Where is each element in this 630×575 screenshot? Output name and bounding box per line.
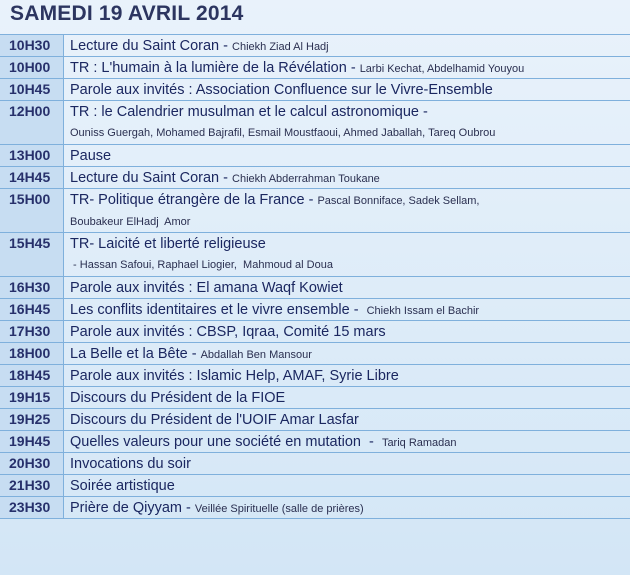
time-cell: 19H15 [0, 387, 64, 408]
separator: - [304, 192, 318, 208]
time-cell: 13H00 [0, 145, 64, 166]
time-cell: 19H25 [0, 409, 64, 430]
schedule-row [0, 35, 630, 57]
separator: - [187, 346, 201, 362]
schedule-row [0, 299, 630, 321]
event-cell [64, 431, 457, 452]
event-cell [64, 453, 191, 473]
separator: - [418, 104, 428, 120]
time-cell: 21H30 [0, 475, 64, 496]
event-cell [64, 497, 364, 518]
event-speakers: Chiekh Issam el Bachir [366, 305, 480, 317]
event-cell [64, 35, 329, 56]
event-cell [64, 145, 111, 165]
time-cell: 23H30 [0, 497, 64, 518]
event-speakers-line2: - Hassan Safoui, Raphael Liogier, Mahmoud al Doua [70, 259, 333, 271]
event-cell [64, 365, 399, 385]
event-title: Lecture du Saint Coran [70, 38, 220, 54]
event-speakers: Larbi Kechat, Abdelhamid Youyou [359, 63, 525, 75]
event-speakers: Tariq Ramadan [381, 437, 457, 449]
event-speakers-line2: Ouniss Guergah, Mohamed Bajrafil, Esmail Moustfaoui, Ahmed Jaballah, Tareq Oubrou [70, 127, 496, 139]
schedule-row [0, 453, 630, 475]
event-title: Parole aux invités : Islamic Help, AMAF, Syrie Libre [70, 368, 399, 384]
event-title: Discours du Président de l'UOIF Amar Lasfar [70, 412, 359, 428]
time-cell: 19H45 [0, 431, 64, 452]
schedule-row [0, 387, 630, 409]
event-cell [64, 387, 285, 407]
time-cell: 18H00 [0, 343, 64, 364]
separator: - [182, 500, 195, 516]
event-speakers: Veillée Spirituelle (salle de prières) [194, 503, 364, 515]
time-cell: 10H45 [0, 79, 64, 100]
time-cell: 16H45 [0, 299, 64, 320]
time-cell: 12H00 [0, 101, 64, 144]
time-cell: 16H30 [0, 277, 64, 298]
time-cell: 14H45 [0, 167, 64, 188]
schedule-row [0, 167, 630, 189]
schedule-row [0, 431, 630, 453]
schedule-row [0, 189, 630, 233]
schedule-row [0, 57, 630, 79]
separator: - [349, 302, 367, 318]
event-cell [64, 101, 495, 142]
event-title: TR : L'humain à la lumière de la Révélation [70, 60, 347, 76]
event-title: Lecture du Saint Coran [70, 170, 220, 186]
event-title: Prière de Qiyyam [70, 500, 183, 516]
time-cell: 20H30 [0, 453, 64, 474]
event-title: Parole aux invités : El amana Waqf Kowiet [70, 280, 343, 296]
schedule-row [0, 277, 630, 299]
schedule-row [0, 409, 630, 431]
separator: - [219, 38, 233, 54]
event-cell [64, 299, 479, 320]
event-cell [64, 343, 312, 364]
event-cell [64, 189, 479, 231]
event-title: TR- Politique étrangère de la France [70, 192, 305, 208]
event-cell [64, 167, 380, 188]
schedule-row [0, 343, 630, 365]
event-title: La Belle et la Bête [70, 346, 188, 362]
separator: - [219, 170, 233, 186]
event-speakers: Abdallah Ben Mansour [200, 349, 312, 361]
schedule-row [0, 321, 630, 343]
event-title: Soirée artistique [70, 478, 175, 494]
event-speakers-line2: Boubakeur ElHadj Amor [70, 216, 191, 228]
schedule-row [0, 497, 630, 519]
schedule-row [0, 145, 630, 167]
event-title: Quelles valeurs pour une société en mutation [70, 434, 361, 450]
event-cell [64, 321, 386, 341]
schedule-row [0, 365, 630, 387]
event-cell [64, 277, 343, 297]
time-cell: 15H00 [0, 189, 64, 232]
time-cell: 18H45 [0, 365, 64, 386]
time-cell: 17H30 [0, 321, 64, 342]
schedule-table [0, 34, 630, 519]
time-cell: 10H00 [0, 57, 64, 78]
event-speakers: Chiekh Abderrahman Toukane [232, 173, 380, 185]
event-speakers: Chiekh Ziad Al Hadj [232, 41, 329, 53]
schedule-row [0, 233, 630, 277]
event-title: Discours du Président de la FIOE [70, 390, 286, 406]
event-cell [64, 409, 359, 429]
event-cell [64, 475, 175, 495]
event-speakers: Pascal Bonniface, Sadek Sellam, [317, 195, 480, 207]
event-title: TR- Laicité et liberté religieuse [70, 236, 266, 252]
time-cell: 15H45 [0, 233, 64, 276]
schedule-row [0, 101, 630, 145]
separator: - [346, 60, 360, 76]
event-cell [64, 233, 333, 274]
event-title: TR : le Calendrier musulman et le calcul astronomique [70, 104, 419, 120]
time-cell: 10H30 [0, 35, 64, 56]
event-cell [64, 57, 524, 78]
event-title: Invocations du soir [70, 456, 191, 472]
separator: - [360, 434, 382, 450]
event-title: Parole aux invités : CBSP, Iqraa, Comité 15 mars [70, 324, 386, 340]
schedule-row [0, 475, 630, 497]
page-title: SAMEDI 19 AVRIL 2014 [10, 2, 244, 25]
event-title: Pause [70, 148, 112, 164]
schedule-row [0, 79, 630, 101]
event-title: Parole aux invités : Association Confluence sur le Vivre-Ensemble [70, 82, 493, 98]
event-title: Les conflits identitaires et le vivre ensemble [70, 302, 350, 318]
event-cell [64, 79, 493, 99]
